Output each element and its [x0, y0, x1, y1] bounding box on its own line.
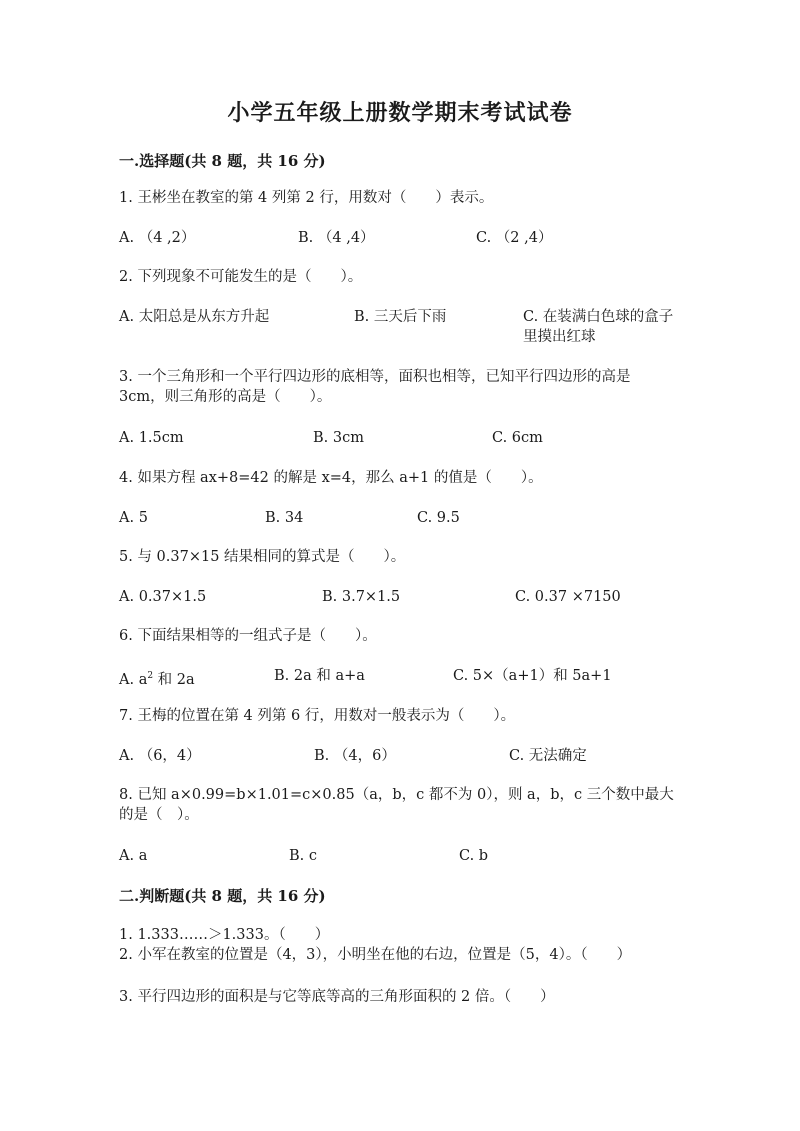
option-b: B. 3cm	[313, 430, 364, 446]
option-a: A. （4 ,2）	[119, 230, 196, 246]
option-c: C. b	[459, 848, 489, 864]
option-b: B. 2a 和 a+a	[274, 668, 365, 684]
question-5: 5. 与 0.37×15 结果相同的算式是（ ）。	[119, 549, 406, 565]
option-a: A. （6，4）	[119, 748, 201, 764]
judgment-1: 1. 1.333……＞1.333。（ ）	[119, 927, 330, 943]
option-b: B. 34	[265, 510, 304, 526]
option-b: B. 三天后下雨	[354, 309, 447, 325]
page-title: 小学五年级上册数学期末考试试卷	[227, 100, 573, 126]
option-c: C. 9.5	[417, 510, 460, 526]
option-b: B. （4，6）	[314, 748, 396, 764]
section-heading-choice: 一.选择题(共 8 题，共 16 分)	[119, 152, 326, 170]
judgment-3: 3. 平行四边形的面积是与它等底等高的三角形面积的 2 倍。（ ）	[119, 989, 555, 1005]
options-7	[119, 746, 679, 786]
question-1: 1. 王彬坐在教室的第 4 列第 2 行，用数对（ ）表示。	[119, 190, 494, 206]
exponent: 2	[147, 671, 154, 681]
option-a-tail: 和 2a	[153, 671, 195, 688]
options-3	[119, 428, 679, 468]
option-a: A. a	[119, 848, 148, 864]
option-c: C. 6cm	[492, 430, 543, 446]
option-a	[119, 666, 195, 690]
option-c: C. 5×（a+1）和 5a+1	[453, 668, 612, 684]
option-c: C. （2 ,4）	[476, 230, 553, 246]
options-6	[119, 666, 679, 706]
question-8: 8. 已知 a×0.99=b×1.01=c×0.85（a，b，c 都不为 0），则 a，b，c 三个数中最大的是（ ）。	[119, 787, 674, 823]
options-5	[119, 587, 679, 627]
option-c: C. 无法确定	[509, 748, 587, 764]
option-c: C. 在装满白色球的盒子里摸出红球	[523, 309, 674, 345]
option-a: A. 0.37×1.5	[119, 589, 207, 605]
options-2	[119, 307, 679, 347]
question-3: 3. 一个三角形和一个平行四边形的底相等，面积也相等，已知平行四边形的高是 3cm，则三角形的高是（ ）。	[119, 369, 631, 405]
option-a: A. 太阳总是从东方升起	[119, 309, 270, 325]
options-1	[119, 228, 679, 268]
option-b: B. c	[289, 848, 317, 864]
option-a: A. 1.5cm	[119, 430, 184, 446]
option-c: C. 0.37 ×7150	[515, 589, 621, 605]
question-7: 7. 王梅的位置在第 4 列第 6 行，用数对一般表示为（ ）。	[119, 708, 516, 724]
option-b: B. 3.7×1.5	[322, 589, 401, 605]
judgment-2: 2. 小军在教室的位置是（4，3），小明坐在他的右边，位置是（5，4）。（ ）	[119, 947, 632, 963]
option-b: B. （4 ,4）	[298, 230, 375, 246]
option-a: A. 5	[119, 510, 148, 526]
question-2: 2. 下列现象不可能发生的是（ ）。	[119, 269, 363, 285]
options-8	[119, 846, 679, 886]
section-heading-judgment: 二.判断题(共 8 题，共 16 分)	[119, 887, 326, 905]
question-6: 6. 下面结果相等的一组式子是（ ）。	[119, 628, 377, 644]
options-4	[119, 508, 679, 548]
question-4: 4. 如果方程 ax+8=42 的解是 x=4，那么 a+1 的值是（ ）。	[119, 470, 543, 486]
option-a-base: A. a	[119, 671, 148, 688]
